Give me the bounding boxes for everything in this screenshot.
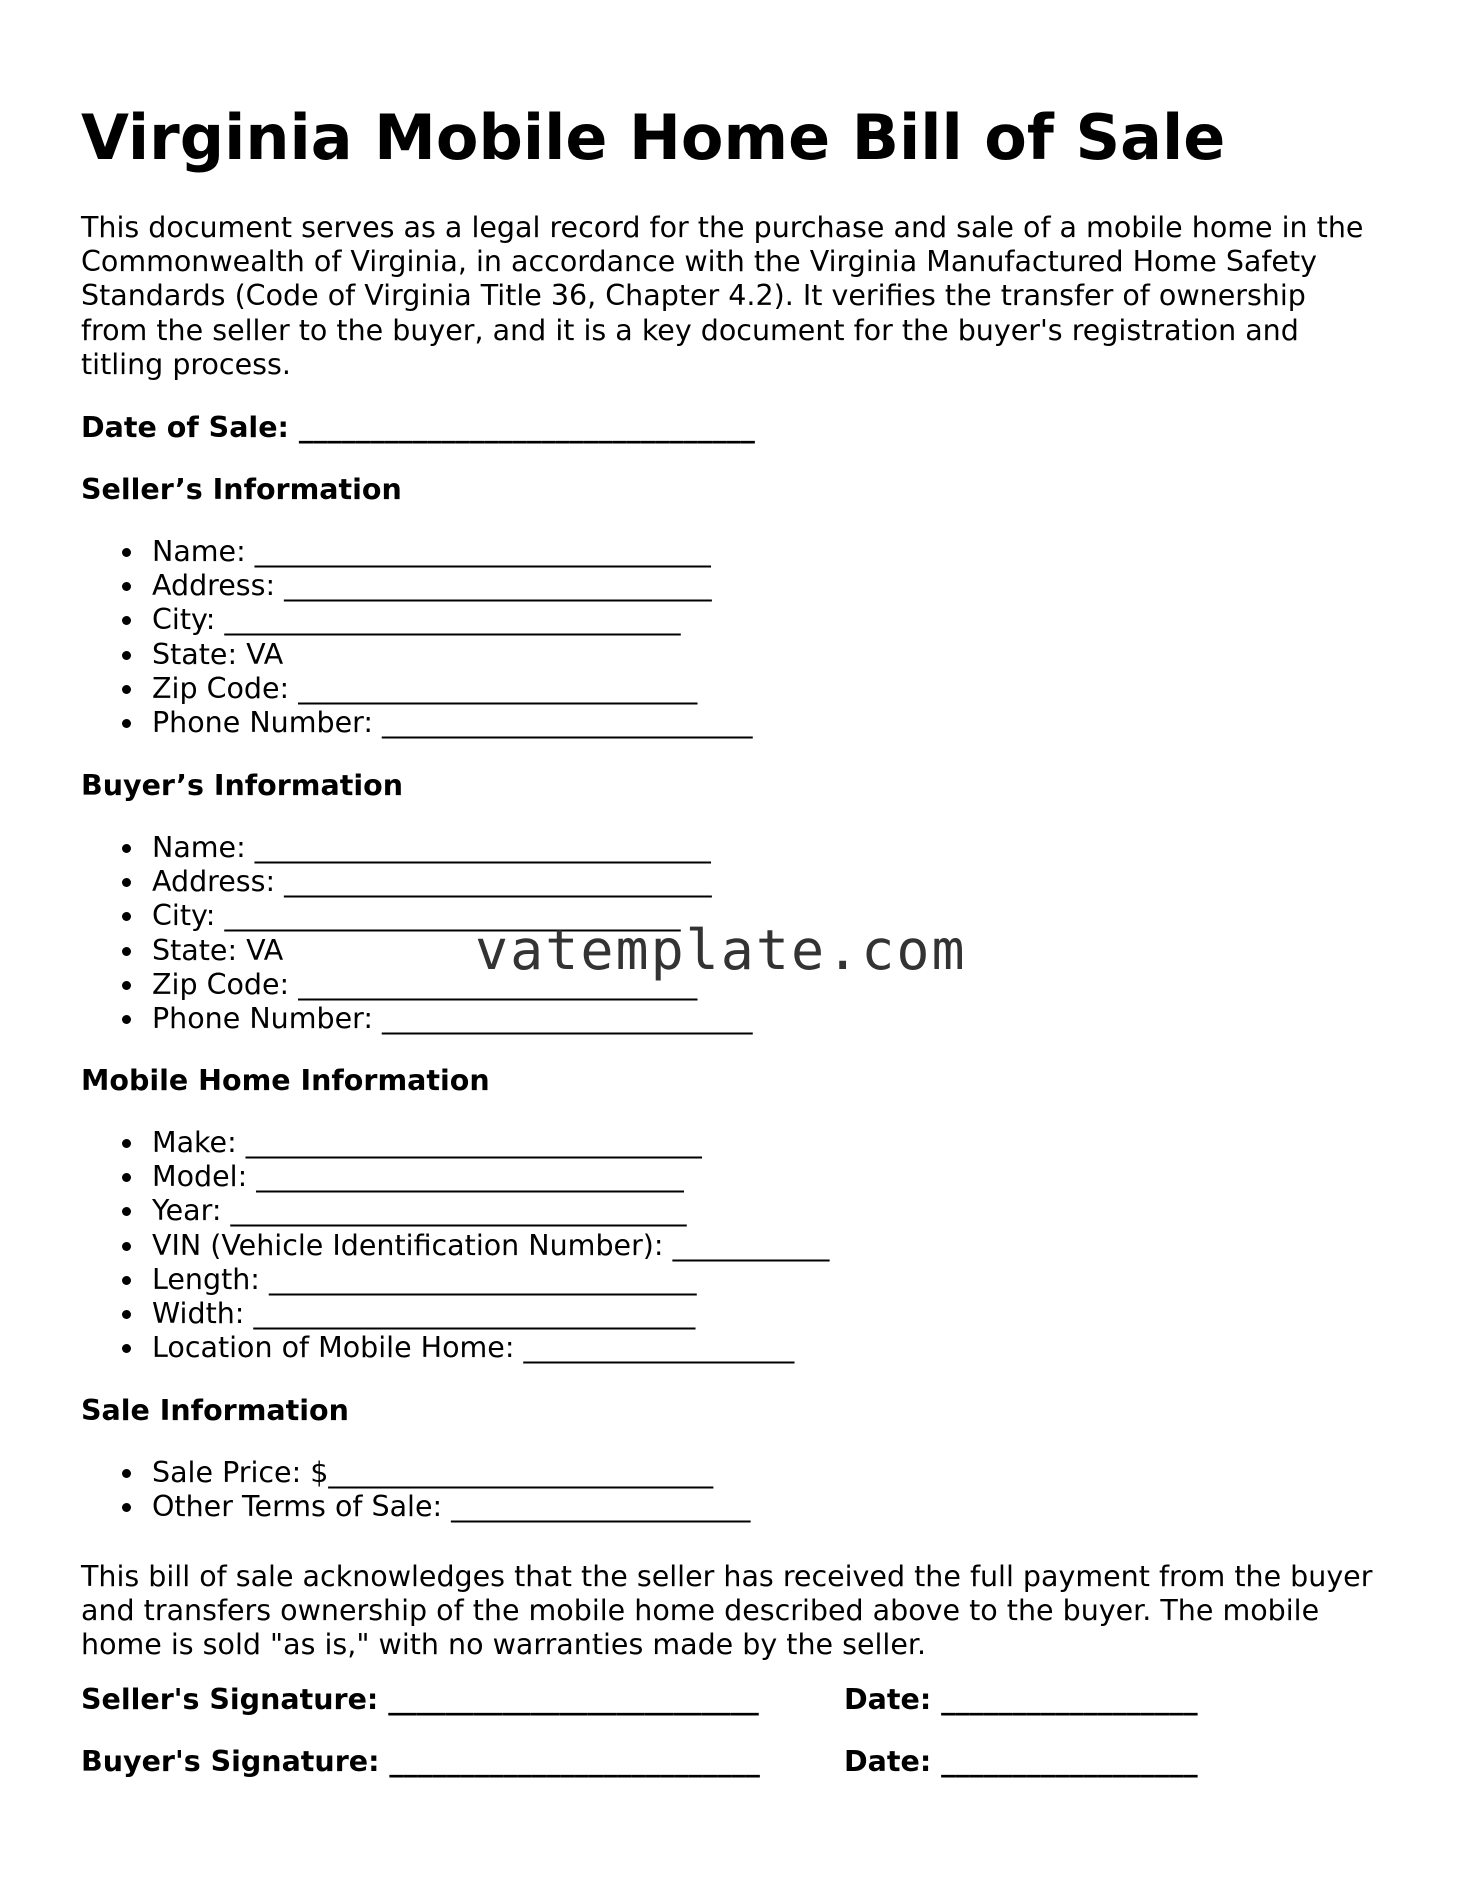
sale-price-field[interactable]: Sale Price: $___________________________ (152, 1456, 750, 1490)
seller-signature-row (81, 1683, 1198, 1717)
home-model-field[interactable]: Model: ______________________________ (152, 1160, 829, 1194)
seller-city-field[interactable]: City: ________________________________ (152, 603, 753, 637)
sale-section-heading: Sale Information (81, 1394, 349, 1427)
buyer-phone-field[interactable]: Phone Number: __________________________ (152, 1002, 753, 1036)
home-vin-field[interactable]: VIN (Vehicle Identification Number): ___________ (152, 1228, 830, 1262)
seller-name-field[interactable]: Name: ________________________________ (152, 535, 753, 569)
buyer-address-field[interactable]: Address: ______________________________ (152, 865, 753, 899)
intro-paragraph: This document serves as a legal record for the purchase and sale of a mobile home in the Commonwealth of Virginia, in accordance with the Virginia Manufactured Home Safety Standards (Code of Virginia Title 36, Chapter 4.2). It verifies the transfer of ownership from the seller to the buyer, and it is a key document for the buyer's registration and titling process. (81, 211, 1364, 381)
sale-terms-field[interactable]: Other Terms of Sale: _____________________ (152, 1490, 751, 1524)
seller-info-list (81, 535, 753, 740)
buyer-name-field[interactable]: Name: ________________________________ (152, 831, 753, 865)
seller-phone-field[interactable]: Phone Number: __________________________ (152, 706, 753, 740)
home-width-field[interactable]: Width: _______________________________ (152, 1297, 829, 1331)
seller-date-field[interactable]: Date: __________________ (844, 1683, 1198, 1716)
home-length-field[interactable]: Length: ______________________________ (152, 1263, 829, 1297)
seller-signature-field[interactable]: Seller's Signature: __________________________ (81, 1683, 759, 1716)
sale-info-list (81, 1456, 750, 1524)
buyer-section-heading: Buyer’s Information (81, 769, 404, 802)
buyer-signature-field[interactable]: Buyer's Signature: __________________________ (81, 1745, 760, 1778)
seller-address-field[interactable]: Address: ______________________________ (152, 569, 753, 603)
buyer-state-field: State: VA (152, 934, 753, 968)
page-title: Virginia Mobile Home Bill of Sale (81, 101, 1226, 174)
date-of-sale-field[interactable]: Date of Sale: ________________________________ (81, 411, 755, 444)
closing-paragraph: This bill of sale acknowledges that the seller has received the full payment from the buyer and transfers ownership of the mobile home described above to the buyer. The mobile home is sold "as is," with no warranties made by the seller. (81, 1560, 1373, 1662)
home-year-field[interactable]: Year: ________________________________ (152, 1194, 829, 1228)
seller-section-heading: Seller’s Information (81, 473, 402, 506)
buyer-zip-field[interactable]: Zip Code: ____________________________ (152, 968, 753, 1002)
buyer-signature-row (81, 1745, 1198, 1779)
mobile-home-section-heading: Mobile Home Information (81, 1064, 490, 1097)
home-location-field[interactable]: Location of Mobile Home: ___________________ (152, 1331, 829, 1365)
seller-zip-field[interactable]: Zip Code: ____________________________ (152, 672, 753, 706)
home-make-field[interactable]: Make: ________________________________ (152, 1126, 829, 1160)
seller-state-field: State: VA (152, 638, 753, 672)
buyer-city-field[interactable]: City: ________________________________ (152, 899, 753, 933)
mobile-home-info-list (81, 1126, 829, 1365)
buyer-date-field[interactable]: Date: __________________ (844, 1745, 1198, 1778)
watermark-text: vatemplate.com (475, 918, 967, 982)
